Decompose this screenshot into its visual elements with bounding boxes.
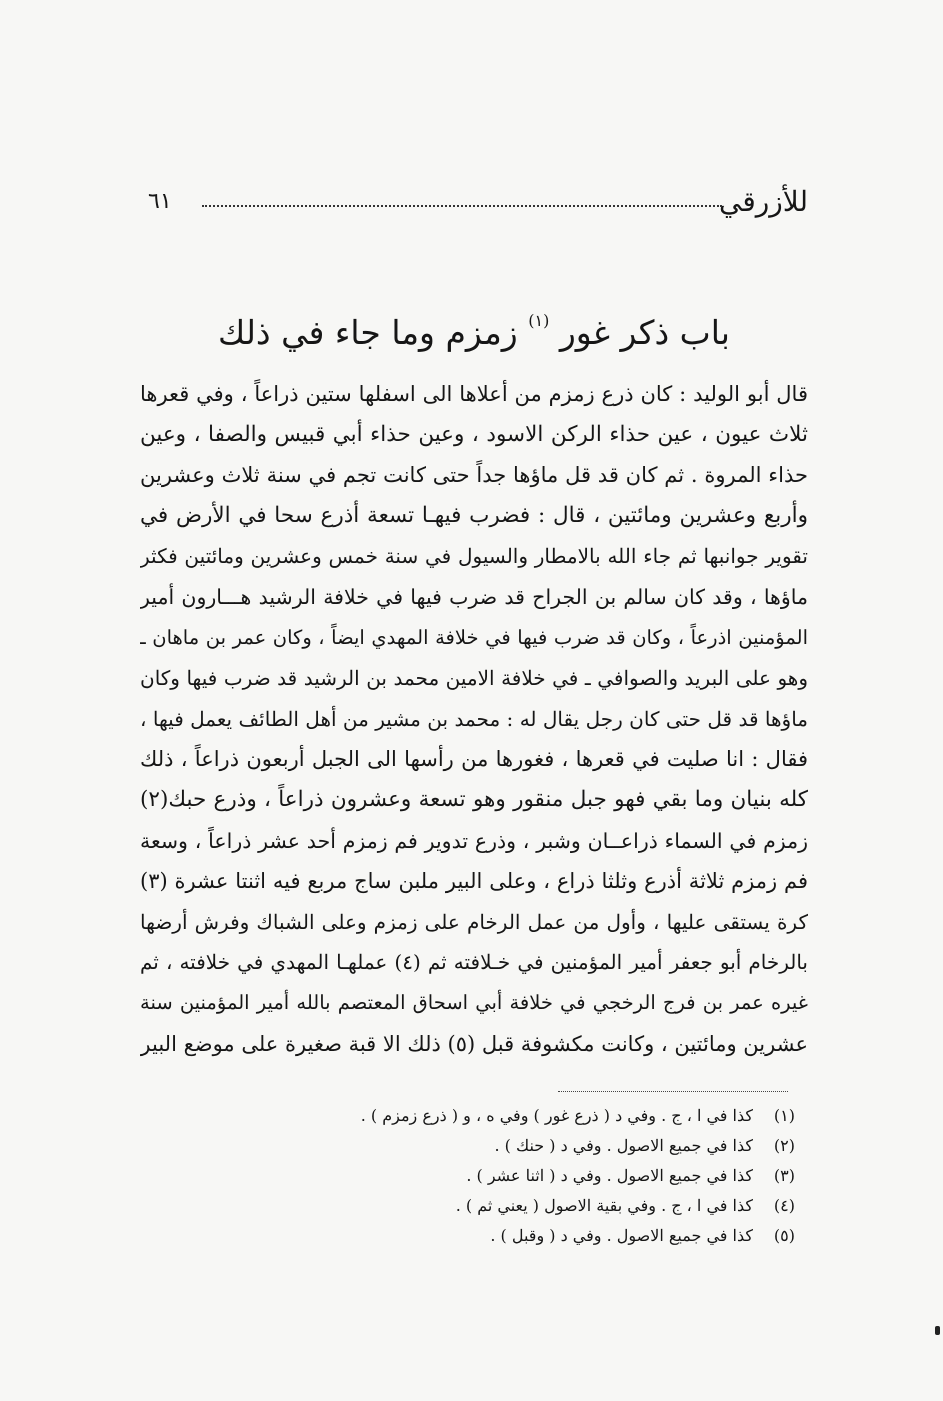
chapter-footnote-ref: (١) (528, 311, 550, 330)
footnote-marker: (٢) (773, 1136, 795, 1155)
footnote (250, 1191, 795, 1221)
body-line: ماؤها قد قل حتى كان رجل يقال له : محمد بن مشير من أهل الطائف يعمل فيها ، (140, 706, 808, 731)
body-line: فم زمزم ثلاثة أذرع وثلثا ذراع ، وعلى البير ملبن ساج مربع فيه اثنتا عشرة (٣) (140, 869, 808, 894)
running-header (140, 182, 808, 226)
body-line: قال أبو الوليد : كان ذرع زمزم من أعلاها الى اسفلها ستين ذراعاً ، وفي قعرها (140, 382, 808, 406)
footnotes (250, 1101, 795, 1251)
body-line: وهو على البريد والصوافي ـ في خلافة الامين محمد بن الرشيد قد ضرب فيها وكان (140, 666, 808, 691)
body-line: كله بنيان وما بقي فهو جبل منقور وهو تسعة وعشرون ذراعاً ، وذرع حبك(٢) (140, 786, 808, 812)
body-line: ثلاث عيون ، عين حذاء الركن الاسود ، وعين حذاء أبي قبيس والصفا ، وعين (140, 421, 808, 447)
body-line: تقوير جوانبها ثم جاء الله بالامطار والسيول في سنة خمس وعشرين ومائتين فكثر (140, 544, 808, 569)
footnote-text: كذا في ا ، ج . وفي بقية الاصول ( يعني ثم ) . (455, 1196, 753, 1215)
running-title: للأزرقي (718, 185, 808, 218)
body-line: زمزم في السماء ذراعــان وشبر ، وذرع تدوير فم زمزم أحد عشر ذراعاً ، وسعة (140, 828, 808, 853)
chapter-heading-end: زمزم وما جاء في ذلك (218, 313, 518, 352)
footnote (250, 1131, 795, 1161)
page-number: ٦١ (148, 189, 172, 214)
chapter-heading (140, 292, 808, 362)
footnote-text: كذا في ا ، ج . وفي د ( ذرع غور ) وفي ه ، و ( ذرع زمزم ) . (360, 1106, 753, 1125)
body-line: المؤمنين اذرعاً ، وكان قد ضرب فيها في خلافة المهدي ايضاً ، وكان عمر بن ماهان ـ (140, 625, 808, 649)
footnote-separator (558, 1091, 788, 1092)
footnote-marker: (١) (773, 1106, 795, 1125)
body-line: حذاء المروة . ثم كان قد قل ماؤها جداً حتى كانت تجم في سنة ثلاث وعشرين (140, 463, 808, 488)
body-text (140, 374, 808, 1064)
footnote-marker: (٥) (773, 1226, 795, 1245)
footnote-text: كذا في جميع الاصول . وفي د ( حنك ) . (494, 1136, 753, 1155)
footnote (250, 1101, 795, 1131)
body-line: وأربع وعشرين ومائتين ، قال : فضرب فيهـا تسعة أذرع سحا في الأرض في (140, 502, 808, 528)
body-line: ماؤها ، وقد كان سالم بن الجراح قد ضرب فيها في خلافة الرشيد هـــارون أمير (140, 584, 808, 609)
footnote-marker: (٤) (773, 1196, 795, 1215)
chapter-heading-start: باب ذكر غور (559, 313, 730, 352)
body-line: بالرخام أبو جعفر أمير المؤمنين في خـلافته ثم (٤) عملهـا المهدي في خلافته ، ثم (140, 950, 808, 975)
footnote (250, 1221, 795, 1251)
header-dotted-rule (202, 205, 722, 207)
footnote-text: كذا في جميع الاصول . وفي د ( اثنا عشر ) . (466, 1166, 753, 1185)
footnote (250, 1161, 795, 1191)
footnote-text: كذا في جميع الاصول . وفي د ( وقبل ) . (490, 1226, 753, 1245)
body-line: عشرين ومائتين ، وكانت مكشوفة قبل (٥) ذلك الا قبة صغيرة على موضع البير (140, 1031, 808, 1056)
scan-edge-mark (935, 1326, 940, 1335)
body-line: فقال : انا صليت في قعرها ، فغورها من رأسها الى الجبل أربعون ذراعاً ، ذلك (140, 747, 808, 772)
body-line: غيره عمر بن فرج الرخجي في خلافة أبي اسحاق المعتصم بالله أمير المؤمنين سنة (140, 990, 808, 1014)
footnote-marker: (٣) (773, 1166, 795, 1185)
body-line: كرة يستقى عليها ، وأول من عمل الرخام على زمزم وعلى الشباك وفرش أرضها (140, 909, 808, 934)
